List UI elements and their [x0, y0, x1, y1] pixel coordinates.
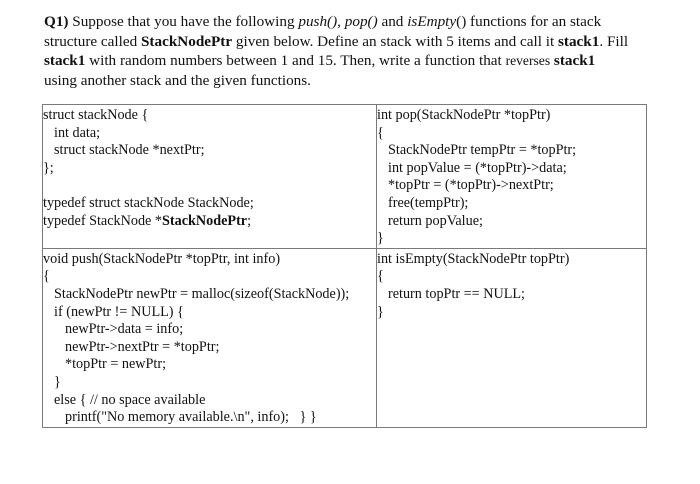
code-line: void push(StackNodePtr *topPtr, int info)	[43, 250, 281, 267]
stack1-name: stack1	[44, 52, 86, 69]
code-line: if (newPtr != NULL) {	[54, 303, 184, 320]
code-line: free(tempPtr);	[388, 194, 469, 211]
code-line: }	[377, 230, 384, 247]
code-line: {	[43, 268, 50, 285]
reverses-word: reverses	[505, 53, 551, 68]
code-line: int isEmpty(StackNodePtr topPtr)	[377, 250, 570, 267]
code-line: }	[54, 373, 61, 390]
code-line: *topPtr = newPtr;	[65, 356, 167, 373]
question-label: Q1)	[44, 13, 69, 30]
code-line: *topPtr = (*topPtr)->nextPtr;	[388, 177, 554, 194]
code-line: };	[43, 159, 54, 176]
code-line: }	[377, 303, 384, 320]
code-line: newPtr->data = info;	[65, 321, 184, 338]
code-line: return popValue;	[388, 212, 483, 229]
code-line: struct stackNode {	[43, 107, 149, 123]
question-part: Suppose that you have the following	[68, 13, 299, 30]
blank-line	[43, 177, 376, 195]
question-text	[44, 12, 658, 90]
push-cell	[43, 248, 377, 427]
code-line: StackNodePtr tempPtr = *topPtr;	[388, 142, 577, 159]
code-part-bold: StackNodePtr	[161, 212, 248, 229]
code-line: newPtr->nextPtr = *topPtr;	[65, 338, 220, 355]
struct-cell	[43, 105, 377, 249]
code-part: typedef StackNode *	[43, 212, 162, 229]
code-line: int data;	[54, 124, 101, 141]
code-line: else { // no space available	[54, 391, 206, 408]
question-part: with random numbers between 1 and 15. Then, write a function that	[85, 52, 506, 69]
code-line: int popValue = (*topPtr)->data;	[388, 159, 567, 176]
code-line: return topPtr == NULL;	[388, 285, 525, 302]
code-line: StackNodePtr newPtr = malloc(sizeof(StackNode));	[54, 285, 350, 302]
code-line: {	[377, 124, 384, 141]
struct-name: StackNodePtr	[140, 32, 233, 50]
code-line	[43, 213, 376, 231]
question-part: ,	[337, 13, 345, 30]
code-line: typedef struct stackNode StackNode;	[43, 194, 254, 211]
stack1-name: stack1	[553, 52, 596, 69]
code-table	[42, 104, 647, 428]
code-line: {	[377, 268, 384, 285]
code-line: struct stackNode *nextPtr;	[54, 142, 205, 159]
stack1-name: stack1	[558, 32, 600, 50]
question-part: and	[377, 13, 408, 30]
isempty-function-name: isEmpty	[407, 13, 457, 30]
pop-cell	[377, 105, 647, 249]
isempty-cell	[377, 248, 647, 427]
code-part: ;	[247, 212, 252, 229]
question-part: using another stack and the given functions.	[44, 71, 311, 89]
push-function-name: push()	[298, 13, 338, 30]
code-line: int pop(StackNodePtr *topPtr)	[377, 107, 551, 123]
pop-function-name: pop()	[344, 13, 378, 30]
code-line: printf("No memory available.\n", info); } }	[65, 409, 317, 426]
question-part: given below. Define an stack with 5 items and call it	[232, 32, 558, 50]
question-part: () functions for an stack structure called	[44, 13, 602, 50]
question-part: . Fill	[599, 32, 629, 50]
